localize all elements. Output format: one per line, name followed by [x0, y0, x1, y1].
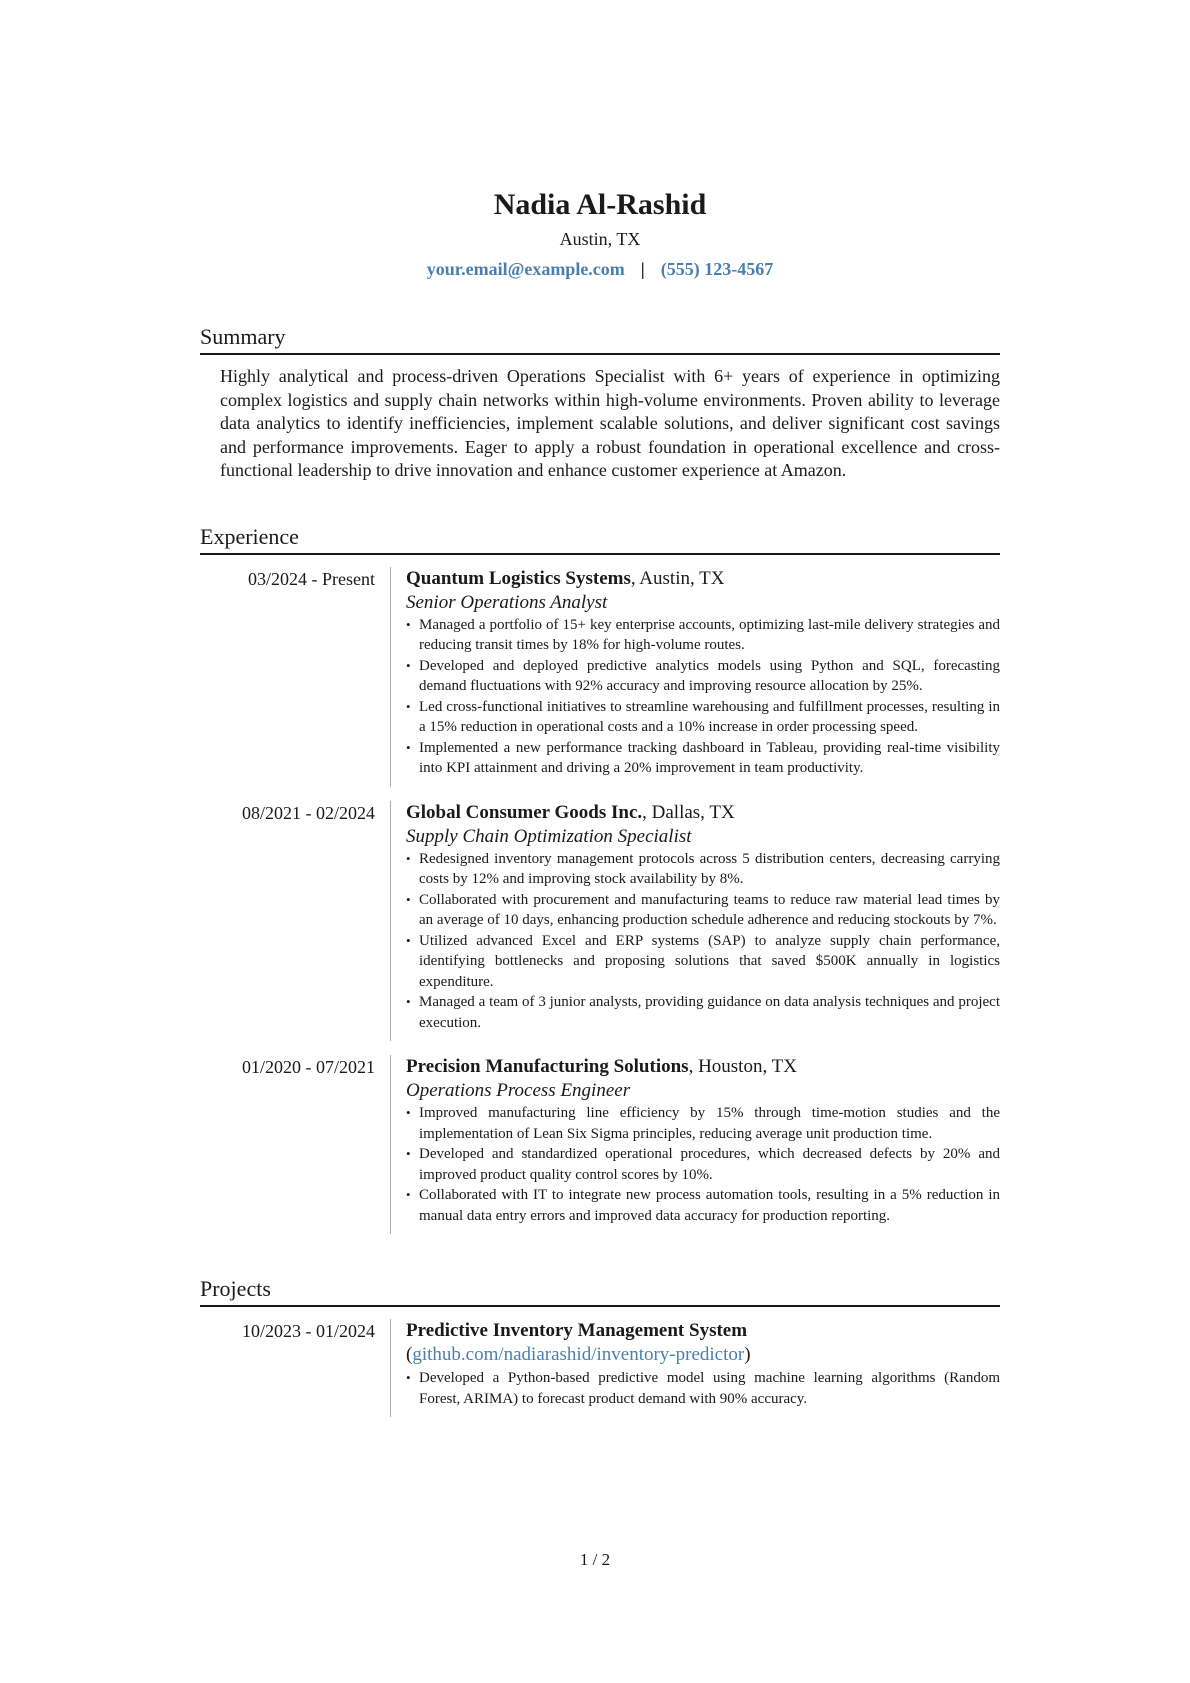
company-name: Precision Manufacturing Solutions	[406, 1056, 689, 1077]
projects-title: Projects	[200, 1275, 1000, 1307]
job-role: Operations Process Engineer	[406, 1080, 631, 1101]
bullet-item: • Managed a team of 3 junior analysts, providing guidance on data analysis techniques and project execution.	[406, 992, 1000, 1033]
entry-body	[390, 1055, 1000, 1234]
bullet-list	[406, 849, 1000, 1034]
page-indicator: 1 / 2	[579, 1550, 611, 1569]
entry-body	[390, 801, 1000, 1042]
bullet-item: • Developed and deployed predictive analytics models using Python and SQL, forecasting demand fluctuations with 92% accuracy and improving resource allocation by 25%.	[406, 656, 1000, 697]
experience-entry	[200, 567, 1000, 787]
bullet-item: • Managed a portfolio of 15+ key enterprise accounts, optimizing last-mile delivery strategies and reducing transit times by 18% for high-volume routes.	[406, 615, 1000, 656]
company-name: Quantum Logistics Systems	[406, 567, 631, 589]
bullet-item: • Redesigned inventory management protocols across 5 distribution centers, decreasing carrying costs by 12% and improving stock availability by 8%.	[406, 849, 1000, 890]
bullet-item: • Utilized advanced Excel and ERP systems (SAP) to analyze supply chain performance, identifying bottlenecks and proposing solutions that saved $500K annually in logistics expenditure.	[406, 931, 1000, 993]
entry-date: 08/2021 - 02/2024	[242, 802, 375, 823]
entry-heading	[406, 1319, 1000, 1367]
entry-heading	[406, 1055, 1000, 1079]
job-role: Supply Chain Optimization Specialist	[406, 825, 692, 847]
experience-entry	[200, 801, 1000, 1042]
project-name: Predictive Inventory Management System	[406, 1320, 748, 1341]
summary-title: Summary	[200, 323, 1000, 355]
contact-line	[200, 258, 1000, 280]
open-paren: (	[406, 1344, 413, 1365]
entry-body	[390, 567, 1000, 787]
experience-entry	[200, 1055, 1000, 1234]
bullet-list	[406, 1103, 1000, 1226]
entry-date: 03/2024 - Present	[248, 568, 375, 589]
experience-title: Experience	[200, 523, 1000, 555]
bullet-item: • Collaborated with IT to integrate new process automation tools, resulting in a 5% reduction in manual data entry errors and improved data accuracy for production reporting.	[406, 1185, 1000, 1226]
entry-heading	[406, 567, 1000, 591]
bullet-item: • Improved manufacturing line efficiency by 15% through time-motion studies and the implementation of Lean Six Sigma principles, reducing average unit production time.	[406, 1103, 1000, 1144]
candidate-name: Nadia Al-Rashid	[493, 188, 707, 221]
close-paren: )	[744, 1344, 751, 1365]
company-name: Global Consumer Goods Inc.	[406, 801, 643, 823]
experience-section	[200, 523, 1000, 1235]
bullet-item: • Developed and standardized operational procedures, which decreased defects by 20% and improved product quality control scores by 10%.	[406, 1144, 1000, 1185]
entry-heading	[406, 801, 1000, 825]
bullet-list	[406, 615, 1000, 779]
entry-date: 10/2023 - 01/2024	[242, 1321, 375, 1341]
email-link[interactable]: your.email@example.com	[426, 259, 625, 279]
company-location: , Austin, TX	[630, 567, 725, 589]
phone-link[interactable]: (555) 123-4567	[660, 259, 774, 279]
company-location: , Houston, TX	[688, 1056, 797, 1077]
candidate-location: Austin, TX	[559, 229, 641, 249]
resume-header	[200, 188, 1000, 280]
summary-section	[200, 323, 1000, 483]
projects-section	[200, 1275, 1000, 1417]
bullet-item: • Collaborated with procurement and manufacturing teams to reduce raw material lead times by an average of 10 days, enhancing production schedule adherence and reducing stockouts by 7%.	[406, 890, 1000, 931]
project-entry	[200, 1319, 1000, 1417]
entry-date: 01/2020 - 07/2021	[242, 1057, 375, 1077]
job-role: Senior Operations Analyst	[406, 591, 608, 613]
bullet-item: • Led cross-functional initiatives to streamline warehousing and fulfillment processes, resulting in a 15% reduction in operational costs and a 10% increase in order processing speed.	[406, 697, 1000, 738]
company-location: , Dallas, TX	[642, 801, 735, 823]
entry-body	[390, 1319, 1000, 1417]
contact-separator: |	[640, 259, 645, 279]
bullet-item: • Developed a Python-based predictive model using machine learning algorithms (Random Forest, ARIMA) to forecast product demand with 90% accuracy.	[406, 1368, 1000, 1409]
resume-page	[200, 188, 1000, 1417]
bullet-list	[406, 1368, 1000, 1409]
project-link[interactable]: github.com/nadiarashid/inventory-predictor	[412, 1344, 745, 1365]
bullet-item: • Implemented a new performance tracking dashboard in Tableau, providing real-time visibility into KPI attainment and driving a 20% improvement in team productivity.	[406, 738, 1000, 779]
summary-text: Highly analytical and process-driven Operations Specialist with 6+ years of experience in optimizing complex logistics and supply chain networks within high-volume environments. Proven ability to leverage data analytics to identify inefficiencies, implement scalable solutions, and deliver significant cost savings and performance improvements. Eager to apply a robust foundation in operational excellence and cross-functional leadership to drive innovation and enhance customer experience at Amazon.	[220, 366, 1000, 480]
